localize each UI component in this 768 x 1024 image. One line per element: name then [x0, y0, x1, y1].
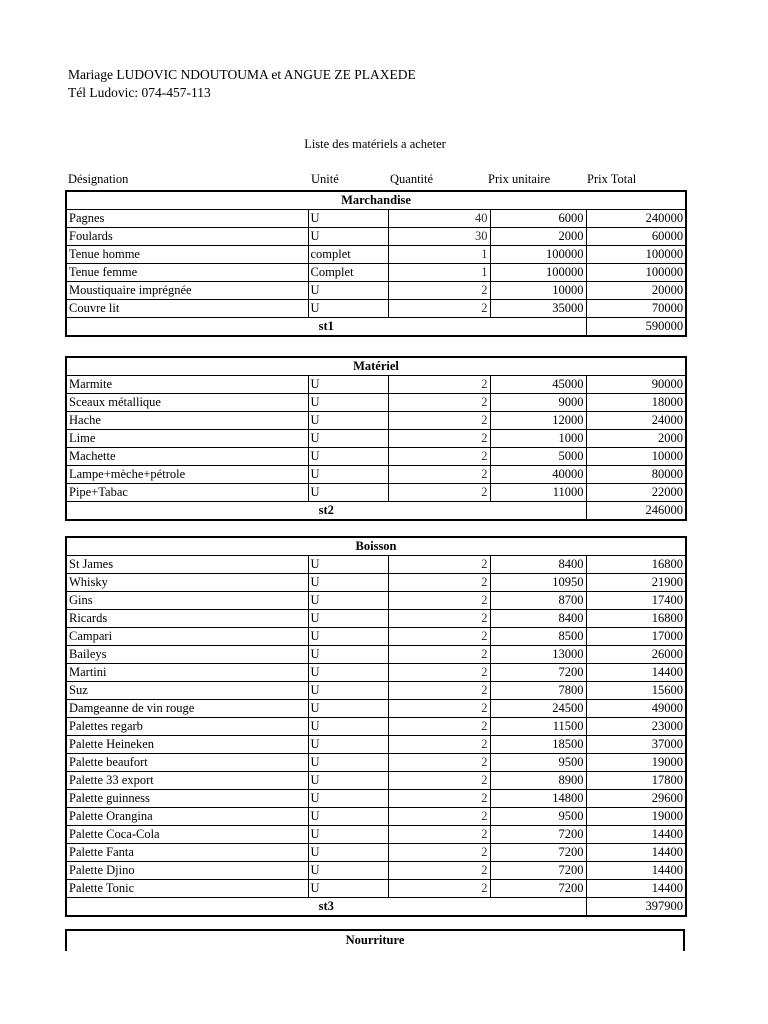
cell-designation: Palettes regarb: [66, 718, 308, 736]
cell-prix-total: 90000: [586, 376, 686, 394]
cell-quantite: 2: [388, 646, 490, 664]
cell-prix-total: 100000: [586, 264, 686, 282]
subtotal-label: st1: [318, 319, 334, 333]
table-row: [66, 282, 686, 300]
cell-unite: U: [308, 736, 388, 754]
cell-quantite: 2: [388, 664, 490, 682]
cell-prix-unitaire: 7200: [490, 826, 586, 844]
cell-unite: U: [308, 826, 388, 844]
cell-unite: U: [308, 808, 388, 826]
document-title: Liste des matériels a acheter: [304, 137, 446, 151]
col-header-prix-total: Prix Total: [587, 172, 637, 186]
cell-prix-total: 16800: [586, 556, 686, 574]
cell-prix-total: 24000: [586, 412, 686, 430]
cell-prix-unitaire: 8400: [490, 610, 586, 628]
cell-prix-unitaire: 7200: [490, 862, 586, 880]
cell-unite: U: [308, 628, 388, 646]
cell-quantite: 2: [388, 628, 490, 646]
cell-prix-unitaire: 5000: [490, 448, 586, 466]
cell-prix-total: 14400: [586, 844, 686, 862]
cell-prix-unitaire: 40000: [490, 466, 586, 484]
cell-prix-unitaire: 10000: [490, 282, 586, 300]
cell-prix-unitaire: 8500: [490, 628, 586, 646]
cell-prix-total: 49000: [586, 700, 686, 718]
cell-quantite: 2: [388, 718, 490, 736]
section-table: [65, 190, 687, 337]
cell-unite: U: [308, 862, 388, 880]
cell-prix-unitaire: 10950: [490, 574, 586, 592]
section-name: Marchandise: [66, 191, 686, 210]
table-row: [66, 682, 686, 700]
cell-quantite: 2: [388, 448, 490, 466]
cell-quantite: 2: [388, 412, 490, 430]
cell-unite: U: [308, 376, 388, 394]
table-row: [66, 300, 686, 318]
cell-designation: Baileys: [66, 646, 308, 664]
cell-designation: Palette Fanta: [66, 844, 308, 862]
cell-prix-unitaire: 6000: [490, 210, 586, 228]
cell-unite: U: [308, 646, 388, 664]
cell-prix-total: 14400: [586, 862, 686, 880]
subtotal-value: 246000: [586, 502, 686, 521]
cell-quantite: 2: [388, 556, 490, 574]
table-row: [66, 448, 686, 466]
phone-line: Tél Ludovic: 074-457-113: [68, 85, 211, 100]
cell-designation: Ricards: [66, 610, 308, 628]
table-row: [66, 880, 686, 898]
cell-prix-total: 14400: [586, 826, 686, 844]
cell-quantite: 2: [388, 736, 490, 754]
cell-quantite: 1: [388, 264, 490, 282]
cell-quantite: 30: [388, 228, 490, 246]
cell-quantite: 2: [388, 466, 490, 484]
cell-unite: complet: [308, 246, 388, 264]
cell-designation: Hache: [66, 412, 308, 430]
table-row: [66, 628, 686, 646]
cell-prix-total: 22000: [586, 484, 686, 502]
cell-designation: Damgeanne de vin rouge: [66, 700, 308, 718]
table-row: [66, 826, 686, 844]
cell-unite: U: [308, 484, 388, 502]
section-table: [65, 536, 687, 917]
cell-designation: Moustiquaire imprégnée: [66, 282, 308, 300]
table-row: [66, 862, 686, 880]
cell-designation: Tenue homme: [66, 246, 308, 264]
cell-prix-total: 100000: [586, 246, 686, 264]
table-row: [66, 556, 686, 574]
cell-unite: U: [308, 700, 388, 718]
cell-quantite: 2: [388, 282, 490, 300]
table-row: [66, 772, 686, 790]
cell-prix-total: 10000: [586, 448, 686, 466]
cell-prix-total: 20000: [586, 282, 686, 300]
cell-unite: U: [308, 574, 388, 592]
cell-designation: Gins: [66, 592, 308, 610]
cell-designation: Pagnes: [66, 210, 308, 228]
section-name: Matériel: [66, 357, 686, 376]
cell-designation: Martini: [66, 664, 308, 682]
cell-designation: Palette Orangina: [66, 808, 308, 826]
cell-unite: U: [308, 844, 388, 862]
col-header-designation: Désignation: [68, 172, 129, 186]
cell-unite: U: [308, 466, 388, 484]
cell-designation: Whisky: [66, 574, 308, 592]
cell-designation: Campari: [66, 628, 308, 646]
cell-unite: U: [308, 300, 388, 318]
cell-prix-unitaire: 100000: [490, 246, 586, 264]
cell-designation: Sceaux métallique: [66, 394, 308, 412]
cell-prix-total: 14400: [586, 664, 686, 682]
cell-quantite: 2: [388, 844, 490, 862]
cell-unite: U: [308, 556, 388, 574]
cell-designation: Machette: [66, 448, 308, 466]
cell-prix-unitaire: 24500: [490, 700, 586, 718]
table-row: [66, 646, 686, 664]
cell-designation: Palette guinness: [66, 790, 308, 808]
subtotal-value: 590000: [586, 318, 686, 337]
cell-prix-unitaire: 18500: [490, 736, 586, 754]
table-row: [66, 466, 686, 484]
cell-prix-unitaire: 8700: [490, 592, 586, 610]
cell-designation: St James: [66, 556, 308, 574]
cell-quantite: 2: [388, 862, 490, 880]
cell-unite: U: [308, 718, 388, 736]
cell-prix-total: 80000: [586, 466, 686, 484]
subtotal-label: st2: [318, 503, 334, 517]
cell-prix-total: 2000: [586, 430, 686, 448]
cell-prix-total: 240000: [586, 210, 686, 228]
table-row: [66, 246, 686, 264]
cell-prix-total: 17800: [586, 772, 686, 790]
col-header-prix-unitaire: Prix unitaire: [488, 172, 551, 186]
section-table: [65, 356, 687, 521]
cell-prix-unitaire: 1000: [490, 430, 586, 448]
cell-designation: Marmite: [66, 376, 308, 394]
cell-prix-unitaire: 9500: [490, 808, 586, 826]
cell-quantite: 2: [388, 300, 490, 318]
table-row: [66, 484, 686, 502]
cell-prix-total: 16800: [586, 610, 686, 628]
cell-unite: U: [308, 610, 388, 628]
table-row: [66, 790, 686, 808]
table-row: [66, 412, 686, 430]
table-row: [66, 264, 686, 282]
cell-quantite: 2: [388, 376, 490, 394]
cell-prix-unitaire: 11000: [490, 484, 586, 502]
cell-unite: U: [308, 412, 388, 430]
cell-quantite: 2: [388, 430, 490, 448]
cell-unite: Complet: [308, 264, 388, 282]
col-header-quantite: Quantité: [390, 172, 434, 186]
cell-prix-unitaire: 14800: [490, 790, 586, 808]
cell-quantite: 2: [388, 394, 490, 412]
cell-quantite: 2: [388, 574, 490, 592]
cell-prix-unitaire: 9500: [490, 754, 586, 772]
cell-unite: U: [308, 880, 388, 898]
cell-unite: U: [308, 228, 388, 246]
cell-quantite: 2: [388, 610, 490, 628]
cell-designation: Palette Coca-Cola: [66, 826, 308, 844]
cell-designation: Palette 33 export: [66, 772, 308, 790]
cell-unite: U: [308, 210, 388, 228]
cell-unite: U: [308, 282, 388, 300]
cell-unite: U: [308, 430, 388, 448]
cell-unite: U: [308, 448, 388, 466]
cell-prix-unitaire: 13000: [490, 646, 586, 664]
table-row: [66, 664, 686, 682]
cell-prix-total: 23000: [586, 718, 686, 736]
cell-prix-unitaire: 9000: [490, 394, 586, 412]
cell-unite: U: [308, 394, 388, 412]
table-row: [66, 210, 686, 228]
cell-unite: U: [308, 592, 388, 610]
cell-designation: Palette Heineken: [66, 736, 308, 754]
cell-quantite: 2: [388, 484, 490, 502]
cell-prix-unitaire: 11500: [490, 718, 586, 736]
cell-quantite: 2: [388, 880, 490, 898]
cell-designation: Pipe+Tabac: [66, 484, 308, 502]
cell-prix-unitaire: 2000: [490, 228, 586, 246]
col-header-unite: Unité: [311, 172, 339, 186]
table-row: [66, 700, 686, 718]
cell-prix-unitaire: 7200: [490, 880, 586, 898]
cell-prix-total: 26000: [586, 646, 686, 664]
cell-prix-total: 21900: [586, 574, 686, 592]
cell-designation: Palette Djino: [66, 862, 308, 880]
cell-prix-unitaire: 12000: [490, 412, 586, 430]
cell-prix-total: 37000: [586, 736, 686, 754]
table-row: [66, 592, 686, 610]
cell-prix-total: 17000: [586, 628, 686, 646]
cell-quantite: 1: [388, 246, 490, 264]
table-row: [66, 430, 686, 448]
cell-prix-total: 18000: [586, 394, 686, 412]
cell-unite: U: [308, 772, 388, 790]
cell-prix-unitaire: 35000: [490, 300, 586, 318]
cell-prix-total: 14400: [586, 880, 686, 898]
section-nourriture-header: Nourriture: [65, 929, 685, 951]
cell-designation: Lime: [66, 430, 308, 448]
cell-prix-total: 19000: [586, 754, 686, 772]
table-row: [66, 228, 686, 246]
cell-prix-total: 29600: [586, 790, 686, 808]
section-name: Boisson: [66, 537, 686, 556]
cell-designation: Couvre lit: [66, 300, 308, 318]
table-row: [66, 808, 686, 826]
cell-prix-unitaire: 45000: [490, 376, 586, 394]
table-row: [66, 844, 686, 862]
cell-quantite: 2: [388, 682, 490, 700]
cell-quantite: 2: [388, 592, 490, 610]
cell-quantite: 2: [388, 700, 490, 718]
subtotal-value: 397900: [586, 898, 686, 917]
cell-designation: Palette Tonic: [66, 880, 308, 898]
cell-quantite: 2: [388, 790, 490, 808]
cell-prix-unitaire: 8900: [490, 772, 586, 790]
wedding-title: Mariage LUDOVIC NDOUTOUMA et ANGUE ZE PLAXEDE: [68, 67, 416, 82]
cell-prix-total: 70000: [586, 300, 686, 318]
table-row: [66, 394, 686, 412]
table-row: [66, 736, 686, 754]
cell-designation: Lampe+mèche+pétrole: [66, 466, 308, 484]
cell-quantite: 2: [388, 826, 490, 844]
table-row: [66, 574, 686, 592]
cell-designation: Foulards: [66, 228, 308, 246]
cell-quantite: 2: [388, 808, 490, 826]
cell-quantite: 2: [388, 754, 490, 772]
cell-prix-total: 17400: [586, 592, 686, 610]
table-row: [66, 718, 686, 736]
cell-designation: Palette beaufort: [66, 754, 308, 772]
cell-designation: Tenue femme: [66, 264, 308, 282]
cell-prix-unitaire: 7800: [490, 682, 586, 700]
cell-prix-total: 60000: [586, 228, 686, 246]
cell-prix-total: 15600: [586, 682, 686, 700]
cell-designation: Suz: [66, 682, 308, 700]
cell-unite: U: [308, 754, 388, 772]
cell-unite: U: [308, 664, 388, 682]
cell-prix-unitaire: 7200: [490, 844, 586, 862]
cell-prix-total: 19000: [586, 808, 686, 826]
cell-quantite: 40: [388, 210, 490, 228]
cell-prix-unitaire: 8400: [490, 556, 586, 574]
cell-quantite: 2: [388, 772, 490, 790]
cell-unite: U: [308, 682, 388, 700]
cell-prix-unitaire: 100000: [490, 264, 586, 282]
cell-unite: U: [308, 790, 388, 808]
table-row: [66, 376, 686, 394]
subtotal-label: st3: [318, 899, 334, 913]
cell-prix-unitaire: 7200: [490, 664, 586, 682]
table-row: [66, 754, 686, 772]
table-row: [66, 610, 686, 628]
